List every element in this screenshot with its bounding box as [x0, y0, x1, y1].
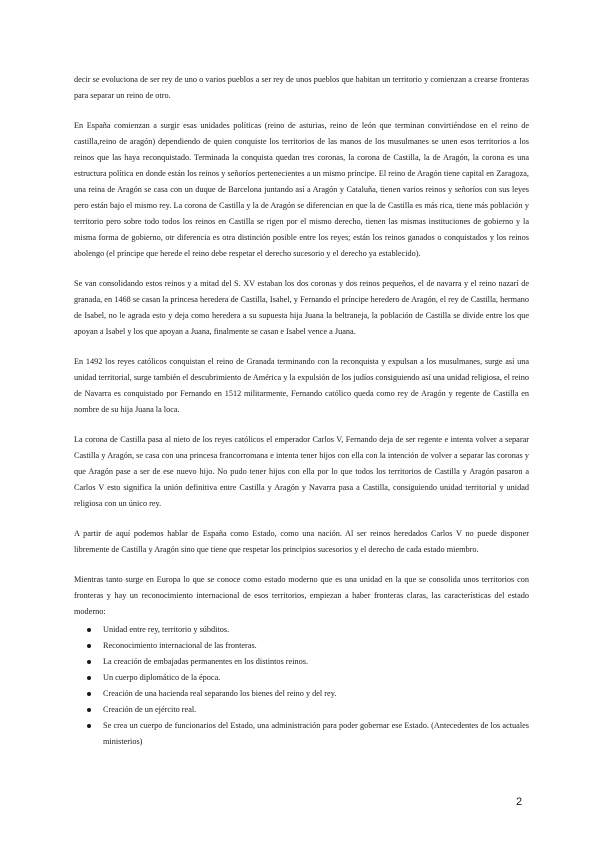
list-item [74, 718, 529, 750]
list-item-text: Unidad entre rey, territorio y súbditos. [103, 625, 230, 634]
paragraph-intro-continuation: decir se evoluciona de ser rey de uno o varios pueblos a ser rey de unos pueblos que habitan un territorio y comienzan a crearse fronteras para separar un reino de otro. [74, 75, 529, 100]
list-item-text: Reconocimiento internacional de las fronteras. [103, 641, 257, 650]
list-item [74, 670, 529, 686]
list-item-text: Creación de una hacienda real separando los bienes del reino y del rey. [103, 689, 337, 698]
bullet-icon [87, 644, 91, 648]
list-item [74, 622, 529, 638]
bullet-icon [87, 692, 91, 696]
list-item [74, 686, 529, 702]
bullet-icon [87, 676, 91, 680]
bullet-icon [87, 708, 91, 712]
paragraph-modern-state: Mientras tanto surge en Europa lo que se conoce como estado moderno que es una unidad en la que se consolida unos territorios con fronteras y hay un reconocimiento internacional de esos territorios, empiezan a haber fronteras claras, las características del estado moderno: [74, 575, 529, 616]
list-item [74, 702, 529, 718]
bullet-icon [87, 724, 91, 728]
list-item-text: La creación de embajadas permanentes en los distintos reinos. [103, 657, 309, 666]
paragraph-spain-as-state: A partir de aquí podemos hablar de España como Estado, como una nación. Al ser reinos heredados Carlos V no puede disponer libremente de Castilla y Aragón sino que tiene que respetar los principios sucesorios y el derecho de cada estado miembro. [74, 529, 529, 554]
bullet-icon [87, 660, 91, 664]
list-item [74, 638, 529, 654]
list-item-text: Un cuerpo diplomático de la época. [103, 673, 221, 682]
page-number: 2 [516, 796, 523, 808]
paragraph-carlos-v: La corona de Castilla pasa al nieto de los reyes católicos el emperador Carlos V, Fernando deja de ser regente e intenta volver a separar Castilla y Aragón, se casa con una princesa francorromana e intenta tener hijos con ella con la intención de volver a separar las coronas y que Aragón pase a ser de ese nuevo hijo. No pudo tener hijos con ella por lo que todos los territorios de Castilla y Aragón pasaron a Carlos V esto significa la unión definitiva entre Castilla y Aragón y Navarra pasa a Castilla, consiguiendo unidad territorial y unidad religiosa con un único rey. [74, 435, 529, 508]
paragraph-spain-political-units: En España comienzan a surgir esas unidades políticas (reino de asturias, reino de león que terminan convirtiéndose en el reino de castilla,reino de aragón) dependiendo de quien conquiste los territorios de las manos de los musulmanes se unen esos territorios a los reinos que las haya reconquistado. Terminada la conquista quedan tres coronas, la corona de Castilla, la de Aragón, la corona es una estructura política en donde están los reinos y señoríos pertenecientes a un mismo príncipe. El reino de Aragón tiene capital en Zaragoza, una reina de Aragón se casa con un duque de Barcelona juntando así a Aragón y Cataluña, tienen varios reinos y señoríos con sus leyes pero están bajo el mismo rey. La corona de Castilla y la de Aragón se diferencian en que la de Castilla es más rica, tiene más población y territorio pero sobre todo todos los reinos en Castilla se rigen por el mismo derecho, tienen las mismas instituciones de gobierno y la misma forma de gobierno, otr diferencia es otra distinción posible entre los reyes; están los reinos ganados o conquistados y los reinos abolengo (el príncipe que herede el reino debe respetar el derecho sucesorio y el derecho ya establecido). [74, 121, 529, 258]
paragraph-xv-century: Se van consolidando estos reinos y a mitad del S. XV estaban los dos coronas y dos reinos pequeños, el de navarra y el reino nazarí de granada, en 1468 se casan la princesa heredera de Castilla, Isabel, y Fernando el príncipe heredero de Aragón, el rey de Castilla, hermano de Isabel, no le agrada esto y deja como heredera a su supuesta hija Juana la beltraneja, la población de Castilla se divide entre los que apoyan a Isabel y los que apoyan a Juana, finalmente se casan e Isabel vence a Juana. [74, 279, 529, 336]
page-body [74, 72, 529, 750]
modern-state-characteristics-list [74, 622, 529, 750]
list-item-text: Se crea un cuerpo de funcionarios del Estado, una administración para poder gobernar ese Estado. (Antecedentes de los actuales ministerios) [103, 721, 529, 746]
bullet-icon [87, 628, 91, 632]
list-item-text: Creación de un ejército real. [103, 705, 197, 714]
paragraph-1492: En 1492 los reyes católicos conquistan el reino de Granada terminando con la reconquista y expulsan a los musulmanes, surge así una unidad territorial, surge también el descubrimiento de América y la expulsión de los judíos consiguiendo así una unidad religiosa, el reino de Navarra es conquistado por Fernando en 1512 militarmente, Fernando católico queda como rey de Aragón y regente de Castilla en nombre de su hija Juana la loca. [74, 357, 529, 414]
list-item [74, 654, 529, 670]
